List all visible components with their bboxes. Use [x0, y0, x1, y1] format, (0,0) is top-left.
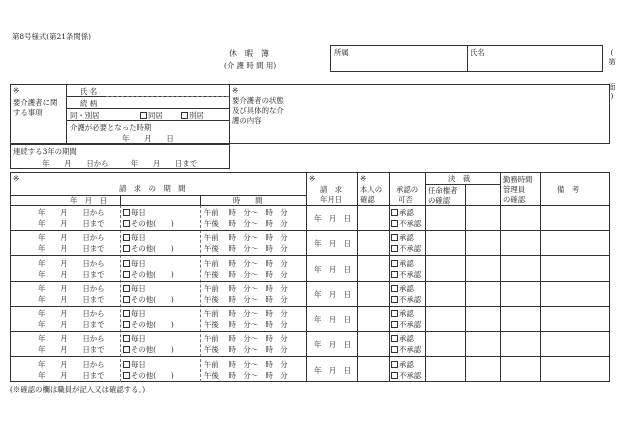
request-date-header-2: 年月日 — [320, 195, 343, 204]
row-date-to: 年 月 日まで — [38, 295, 105, 304]
am-time-range: 午前 時 分～ 時 分 — [204, 360, 288, 369]
approval-header-2: 可否 — [398, 195, 413, 204]
three-year-label: 連続する3年の期間 — [13, 147, 77, 156]
disapprove-checkbox[interactable]: 不承認 — [391, 372, 421, 379]
work-manager-header-2: 管理員 — [503, 185, 526, 194]
approve-checkbox[interactable]: 承認 — [391, 209, 414, 216]
ledger-subtitle: (介 護 時 間 用) — [224, 61, 277, 70]
self-check-header: 本人の — [360, 185, 383, 194]
disapprove-checkbox[interactable]: 不承認 — [391, 321, 421, 328]
other-checkbox[interactable]: その他( ) — [123, 220, 174, 227]
row-date-from: 年 月 日から — [38, 284, 105, 293]
appointer-header-2: の確認 — [428, 196, 451, 205]
self-check-header-2: 確認 — [360, 195, 375, 204]
disapprove-checkbox[interactable]: 不承認 — [391, 296, 421, 303]
department-label: 所属 — [334, 48, 349, 57]
pm-time-range: 午後 時 分～ 時 分 — [204, 270, 288, 279]
condition-label-3: 護の内容 — [232, 116, 262, 125]
care-name-label: 氏 名 — [80, 87, 98, 96]
am-time-range: 午前 時 分～ 時 分 — [204, 334, 288, 343]
footer-note: (※確認の欄は職員が記入又は確認する。) — [10, 385, 146, 394]
request-date-value: 年 月 日 — [314, 290, 351, 299]
approval-header: 承認の — [396, 185, 419, 194]
condition-label-1: 要介護者の状態 — [232, 96, 284, 105]
pm-time-range: 午後 時 分～ 時 分 — [204, 244, 288, 253]
row-date-to: 年 月 日まで — [38, 345, 105, 354]
other-checkbox[interactable]: その他( ) — [123, 321, 174, 328]
row-date-from: 年 月 日から — [38, 208, 105, 217]
work-manager-header: 勤務時間 — [503, 175, 533, 184]
request-date-value: 年 月 日 — [314, 214, 351, 223]
every-day-checkbox[interactable]: 毎日 — [123, 234, 146, 241]
approve-checkbox[interactable]: 承認 — [391, 310, 414, 317]
am-time-range: 午前 時 分～ 時 分 — [204, 208, 288, 217]
care-relation-label: 続 柄 — [80, 99, 98, 108]
ledger-title: 休 暇 簿 — [229, 49, 269, 58]
form-number: 第8号様式(第21条関係) — [12, 32, 91, 41]
every-day-checkbox[interactable]: 毎日 — [123, 260, 146, 267]
care-need-since-date: 年 月 日 — [122, 134, 174, 143]
care-mark: ※ — [13, 86, 20, 95]
disapprove-checkbox[interactable]: 不承認 — [391, 271, 421, 278]
disapprove-checkbox[interactable]: 不承認 — [391, 245, 421, 252]
am-time-range: 午前 時 分～ 時 分 — [204, 233, 288, 242]
row-date-to: 年 月 日まで — [38, 270, 105, 279]
every-day-checkbox[interactable]: 毎日 — [123, 285, 146, 292]
approve-checkbox[interactable]: 承認 — [391, 285, 414, 292]
work-manager-header-3: の確認 — [503, 195, 526, 204]
request-date-mark: ※ — [309, 174, 316, 183]
row-date-from: 年 月 日から — [38, 259, 105, 268]
every-day-checkbox[interactable]: 毎日 — [123, 361, 146, 368]
pm-time-range: 午後 時 分～ 時 分 — [204, 345, 288, 354]
care-section-label: 要介護者に関 — [13, 98, 58, 107]
cohabit-label: 同・別居 — [70, 111, 100, 120]
request-date-value: 年 月 日 — [314, 265, 351, 274]
row-date-to: 年 月 日まで — [38, 371, 105, 380]
condition-label-2: 及び具体的な介 — [232, 106, 284, 115]
approve-checkbox[interactable]: 承認 — [391, 234, 414, 241]
self-mark: ※ — [360, 174, 367, 183]
every-day-checkbox[interactable]: 毎日 — [123, 209, 146, 216]
page-number-label: (第 面) — [607, 48, 617, 102]
pm-time-range: 午後 時 分～ 時 分 — [204, 371, 288, 380]
approve-checkbox[interactable]: 承認 — [391, 260, 414, 267]
approve-checkbox[interactable]: 承認 — [391, 361, 414, 368]
approve-checkbox[interactable]: 承認 — [391, 335, 414, 342]
row-date-from: 年 月 日から — [38, 334, 105, 343]
every-day-checkbox[interactable]: 毎日 — [123, 310, 146, 317]
three-year-period: 年 月 日から 年 月 日まで — [42, 159, 198, 168]
ymd-header: 年 月 日 — [70, 196, 107, 205]
cohabit-separate-checkbox[interactable]: 別居 — [181, 112, 204, 119]
request-date-header: 請 求 — [320, 185, 343, 194]
row-date-to: 年 月 日まで — [38, 320, 105, 329]
decision-header: 決 裁 — [448, 174, 471, 183]
time-header: 時 間 — [233, 196, 263, 205]
request-date-value: 年 月 日 — [314, 239, 351, 248]
name-label: 氏名 — [470, 48, 485, 57]
request-date-value: 年 月 日 — [314, 366, 351, 375]
row-date-from: 年 月 日から — [38, 233, 105, 242]
appointer-header: 任命権者 — [428, 186, 458, 195]
care-need-since-label: 介護が必要となった時期 — [70, 123, 152, 132]
other-checkbox[interactable]: その他( ) — [123, 296, 174, 303]
am-time-range: 午前 時 分～ 時 分 — [204, 309, 288, 318]
row-date-to: 年 月 日まで — [38, 219, 105, 228]
other-checkbox[interactable]: その他( ) — [123, 346, 174, 353]
other-checkbox[interactable]: その他( ) — [123, 245, 174, 252]
condition-mark: ※ — [232, 86, 239, 95]
care-section-label-2: する事項 — [13, 108, 43, 117]
disapprove-checkbox[interactable]: 不承認 — [391, 346, 421, 353]
pm-time-range: 午後 時 分～ 時 分 — [204, 320, 288, 329]
request-date-value: 年 月 日 — [314, 315, 351, 324]
request-date-value: 年 月 日 — [314, 340, 351, 349]
every-day-checkbox[interactable]: 毎日 — [123, 335, 146, 342]
request-period-header: 請 求 の 期 間 — [119, 184, 186, 193]
am-time-range: 午前 時 分～ 時 分 — [204, 259, 288, 268]
row-date-from: 年 月 日から — [38, 309, 105, 318]
row-date-from: 年 月 日から — [38, 360, 105, 369]
table-mark: ※ — [13, 174, 20, 183]
other-checkbox[interactable]: その他( ) — [123, 271, 174, 278]
pm-time-range: 午後 時 分～ 時 分 — [204, 295, 288, 304]
cohabit-same-checkbox[interactable]: 同居 — [140, 112, 163, 119]
disapprove-checkbox[interactable]: 不承認 — [391, 220, 421, 227]
pm-time-range: 午後 時 分～ 時 分 — [204, 219, 288, 228]
care-receiver-section — [10, 84, 610, 144]
other-checkbox[interactable]: その他( ) — [123, 372, 174, 379]
remarks-header: 備 考 — [557, 185, 580, 194]
am-time-range: 午前 時 分～ 時 分 — [204, 284, 288, 293]
row-date-to: 年 月 日まで — [38, 244, 105, 253]
